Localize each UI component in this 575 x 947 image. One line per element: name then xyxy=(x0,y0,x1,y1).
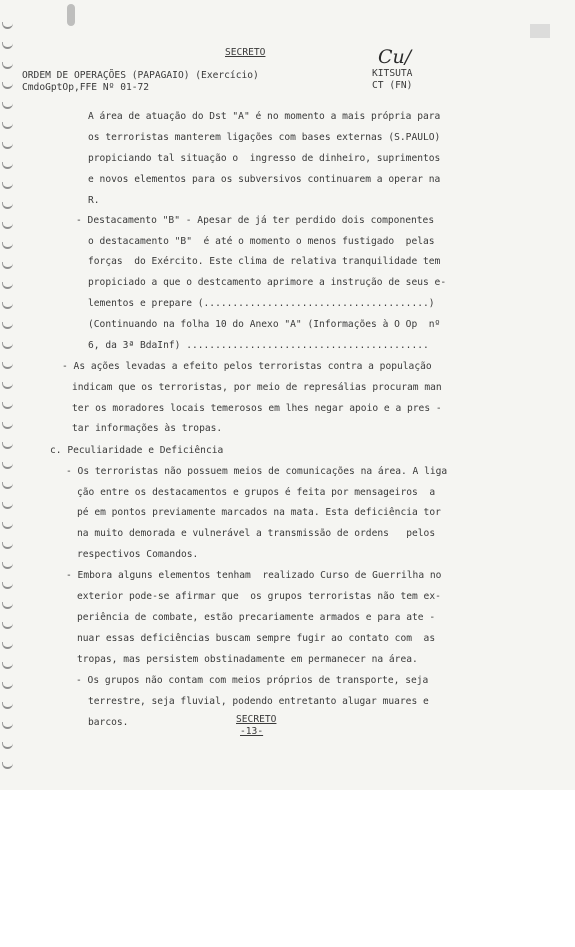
body-line: 6, da 3ª BdaInf) .......................................... xyxy=(88,340,429,351)
body-line: propiciando tal situação o ingresso de dinheiro, suprimentos xyxy=(88,153,441,164)
binding-hole xyxy=(2,702,13,709)
body-line: forças do Exército. Este clima de relativa tranquilidade tem xyxy=(88,256,441,267)
body-line: propiciado a que o destcamento aprimore a instrução de seus e- xyxy=(88,277,447,288)
binding-hole xyxy=(2,722,13,729)
binding-hole xyxy=(2,422,13,429)
body-line: - Embora alguns elementos tenham realizado Curso de Guerrilha no xyxy=(66,570,442,581)
body-line: R. xyxy=(88,195,100,206)
binding-hole xyxy=(2,282,13,289)
body-line: indicam que os terroristas, por meio de represálias procuram man xyxy=(72,382,442,393)
binding-hole xyxy=(2,142,13,149)
body-line: A área de atuação do Dst "A" é no momento a mais própria para xyxy=(88,111,441,122)
binding-hole xyxy=(2,182,13,189)
binding-hole xyxy=(2,742,13,749)
body-line: ção entre os destacamentos e grupos é feita por mensageiros a xyxy=(77,487,436,498)
body-line: - As ações levadas a efeito pelos terroristas contra a população xyxy=(62,361,432,372)
binding-hole xyxy=(2,682,13,689)
binding-hole xyxy=(2,42,13,49)
body-line: barcos. xyxy=(88,717,129,728)
page-number: -13- xyxy=(240,726,264,737)
binding-hole xyxy=(2,222,13,229)
binding-hole xyxy=(2,662,13,669)
binding-hole xyxy=(2,642,13,649)
footer-classification: SECRETO xyxy=(236,714,277,725)
binding-hole xyxy=(2,382,13,389)
body-line: tar informações às tropas. xyxy=(72,423,223,434)
document-title: ORDEM DE OPERAÇÕES (PAPAGAIO) (Exercício) xyxy=(22,70,259,81)
binding-hole xyxy=(2,442,13,449)
binding-hole xyxy=(2,522,13,529)
binding-hole xyxy=(2,502,13,509)
binding-hole xyxy=(2,582,13,589)
binding-hole xyxy=(2,362,13,369)
binding-hole xyxy=(2,162,13,169)
body-line: - Os grupos não contam com meios próprios de transporte, seja xyxy=(76,675,429,686)
binding-hole xyxy=(2,622,13,629)
binding-hole xyxy=(2,242,13,249)
binding-holes xyxy=(2,22,16,782)
code-name: KITSUTA xyxy=(372,68,413,79)
body-line: exterior pode-se afirmar que os grupos terroristas não tem ex- xyxy=(77,591,441,602)
body-line: respectivos Comandos. xyxy=(77,549,199,560)
body-line: e novos elementos para os subversivos continuarem a operar na xyxy=(88,174,441,185)
body-line: nuar essas deficiências buscam sempre fugir ao contato com as xyxy=(77,633,436,644)
body-line: os terroristas manterem ligações com bases externas (S.PAULO) xyxy=(88,132,441,143)
binding-hole xyxy=(2,262,13,269)
body-line: tropas, mas persistem obstinadamente em permanecer na área. xyxy=(77,654,418,665)
binding-hole xyxy=(2,602,13,609)
handwritten-mark: Cu/ xyxy=(378,46,412,68)
binding-hole xyxy=(2,482,13,489)
body-line: pé em pontos previamente marcados na mata. Esta deficiência tor xyxy=(77,507,441,518)
body-line: periência de combate, estão precariamente armados e para ate - xyxy=(77,612,436,623)
body-line: (Continuando na folha 10 do Anexo "A" (Informações à O Op nº xyxy=(88,319,441,330)
binding-hole xyxy=(2,82,13,89)
corner-smudge xyxy=(530,24,550,38)
binding-hole xyxy=(2,22,13,29)
ink-smudge xyxy=(67,4,75,26)
binding-hole xyxy=(2,342,13,349)
document-reference: CmdoGptOp,FFE Nº 01-72 xyxy=(22,82,150,93)
code-unit: CT (FN) xyxy=(372,80,413,91)
binding-hole xyxy=(2,562,13,569)
binding-hole xyxy=(2,462,13,469)
binding-hole xyxy=(2,322,13,329)
body-line: terrestre, seja fluvial, podendo entretanto alugar muares e xyxy=(88,696,429,707)
body-line: ter os moradores locais temerosos em lhes negar apoio e a pres - xyxy=(72,403,442,414)
body-line: o destacamento "B" é até o momento o menos fustigado pelas xyxy=(88,236,435,247)
body-line: lementos e prepare (.......................................) xyxy=(88,298,435,309)
binding-hole xyxy=(2,402,13,409)
binding-hole xyxy=(2,102,13,109)
binding-hole xyxy=(2,762,13,769)
binding-hole xyxy=(2,62,13,69)
binding-hole xyxy=(2,122,13,129)
binding-hole xyxy=(2,542,13,549)
binding-hole xyxy=(2,202,13,209)
header-classification: SECRETO xyxy=(225,47,266,58)
body-line: - Destacamento "B" - Apesar de já ter perdido dois componentes xyxy=(76,215,435,226)
body-line: - Os terroristas não possuem meios de comunicações na área. A liga xyxy=(66,466,448,477)
section-heading: c. Peculiaridade e Deficiência xyxy=(50,445,224,456)
body-line: na muito demorada e vulnerável a transmissão de ordens pelos xyxy=(77,528,436,539)
binding-hole xyxy=(2,302,13,309)
